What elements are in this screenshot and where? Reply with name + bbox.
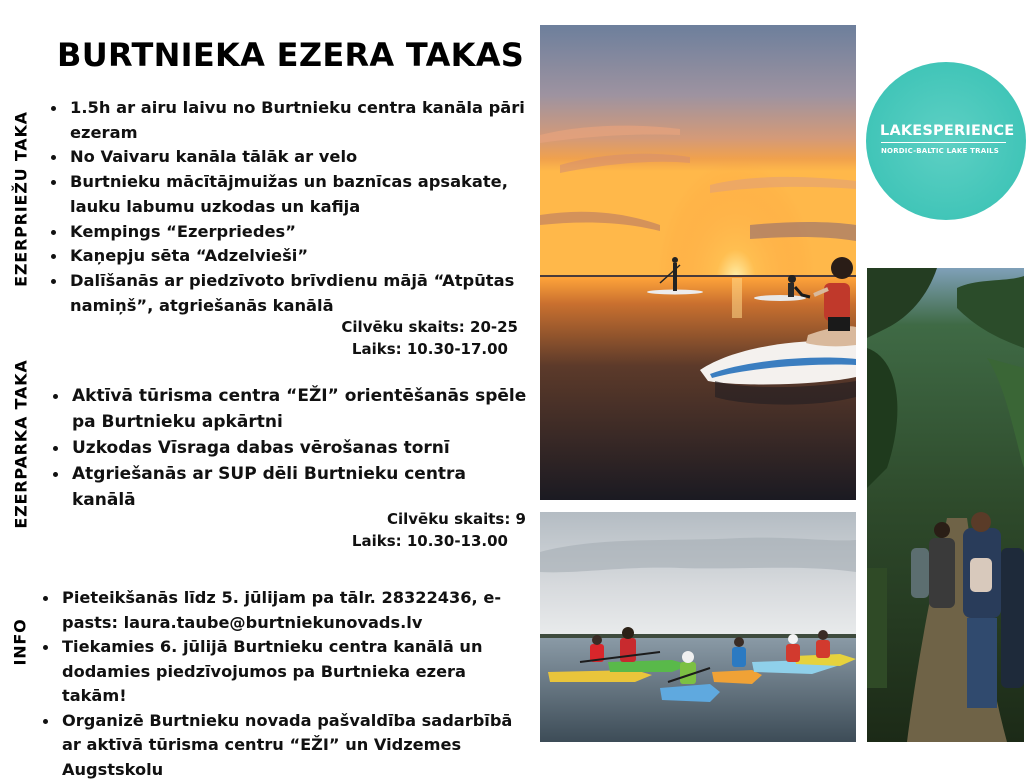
list-item: Dalīšanās ar piedzīvoto brīvdienu mājā “Atpūtas namiņš”, atgriešanās kanālā <box>50 269 532 318</box>
list-item: Aktīvā tūrisma centra “EŽI” orientēšanās spēle pa Burtnieku apkārtni <box>52 383 534 435</box>
list-item: 1.5h ar airu laivu no Burtnieku centra kanāla pāri ezeram <box>50 96 532 145</box>
info-list <box>42 586 534 782</box>
logo-divider <box>881 142 1006 143</box>
list-item: Atgriešanās ar SUP dēli Burtnieku centra kanālā <box>52 461 534 513</box>
list-item: Uzkodas Vīsraga dabas vērošanas tornī <box>52 435 534 461</box>
people-count: Cilvēku skaits: 20-25 <box>341 317 518 339</box>
forest-hike-photo <box>867 268 1024 742</box>
forest-hike-image <box>867 268 1024 742</box>
time-range: Laiks: 10.30-13.00 <box>352 531 508 553</box>
list-item: No Vaivaru kanāla tālāk ar velo <box>50 145 532 170</box>
sunset-sup-photo <box>540 25 856 500</box>
kayak-group-photo <box>540 512 856 742</box>
lakesperience-logo <box>866 62 1026 220</box>
ezerpriezu-list <box>50 96 532 318</box>
list-item: Pieteikšanās līdz 5. jūlijam pa tālr. 28322436, e-pasts: laura.taube@burtniekunovads.lv <box>42 586 534 635</box>
list-item: Burtnieku mācītājmuižas un baznīcas apsakate, lauku labumu uzkodas un kafija <box>50 170 532 219</box>
logo-title: LAKESPERIENCE <box>880 123 1014 139</box>
page-title: BURTNIEKA EZERA TAKAS <box>57 36 524 74</box>
list-item: Tiekamies 6. jūlijā Burtnieku centra kanālā un dodamies piedzīvojumos pa Burtnieka ezera takām! <box>42 635 534 709</box>
logo-subtitle: NORDIC-BALTIC LAKE TRAILS <box>881 147 999 155</box>
sunset-sup-image <box>540 25 856 500</box>
section-label-ezerpriezu: EZERPRIEŽU TAKA <box>12 111 31 287</box>
people-count: Cilvēku skaits: 9 <box>370 509 526 531</box>
list-item: Kaņepju sēta “Adzelvieši” <box>50 244 532 269</box>
ezerparka-list <box>52 383 534 513</box>
section-label-ezerparka: EZERPARKA TAKA <box>12 359 31 528</box>
list-item: Kempings “Ezerpriedes” <box>50 220 532 245</box>
time-range: Laiks: 10.30-17.00 <box>331 339 508 361</box>
ezerpriezu-meta <box>341 317 518 360</box>
kayak-group-image <box>540 512 856 742</box>
list-item: Organizē Burtnieku novada pašvaldība sadarbībā ar aktīvā tūrisma centru “EŽI” un Vidzemes Augstskolu <box>42 709 534 782</box>
ezerparka-meta <box>362 509 518 552</box>
section-label-info: INFO <box>11 618 30 665</box>
